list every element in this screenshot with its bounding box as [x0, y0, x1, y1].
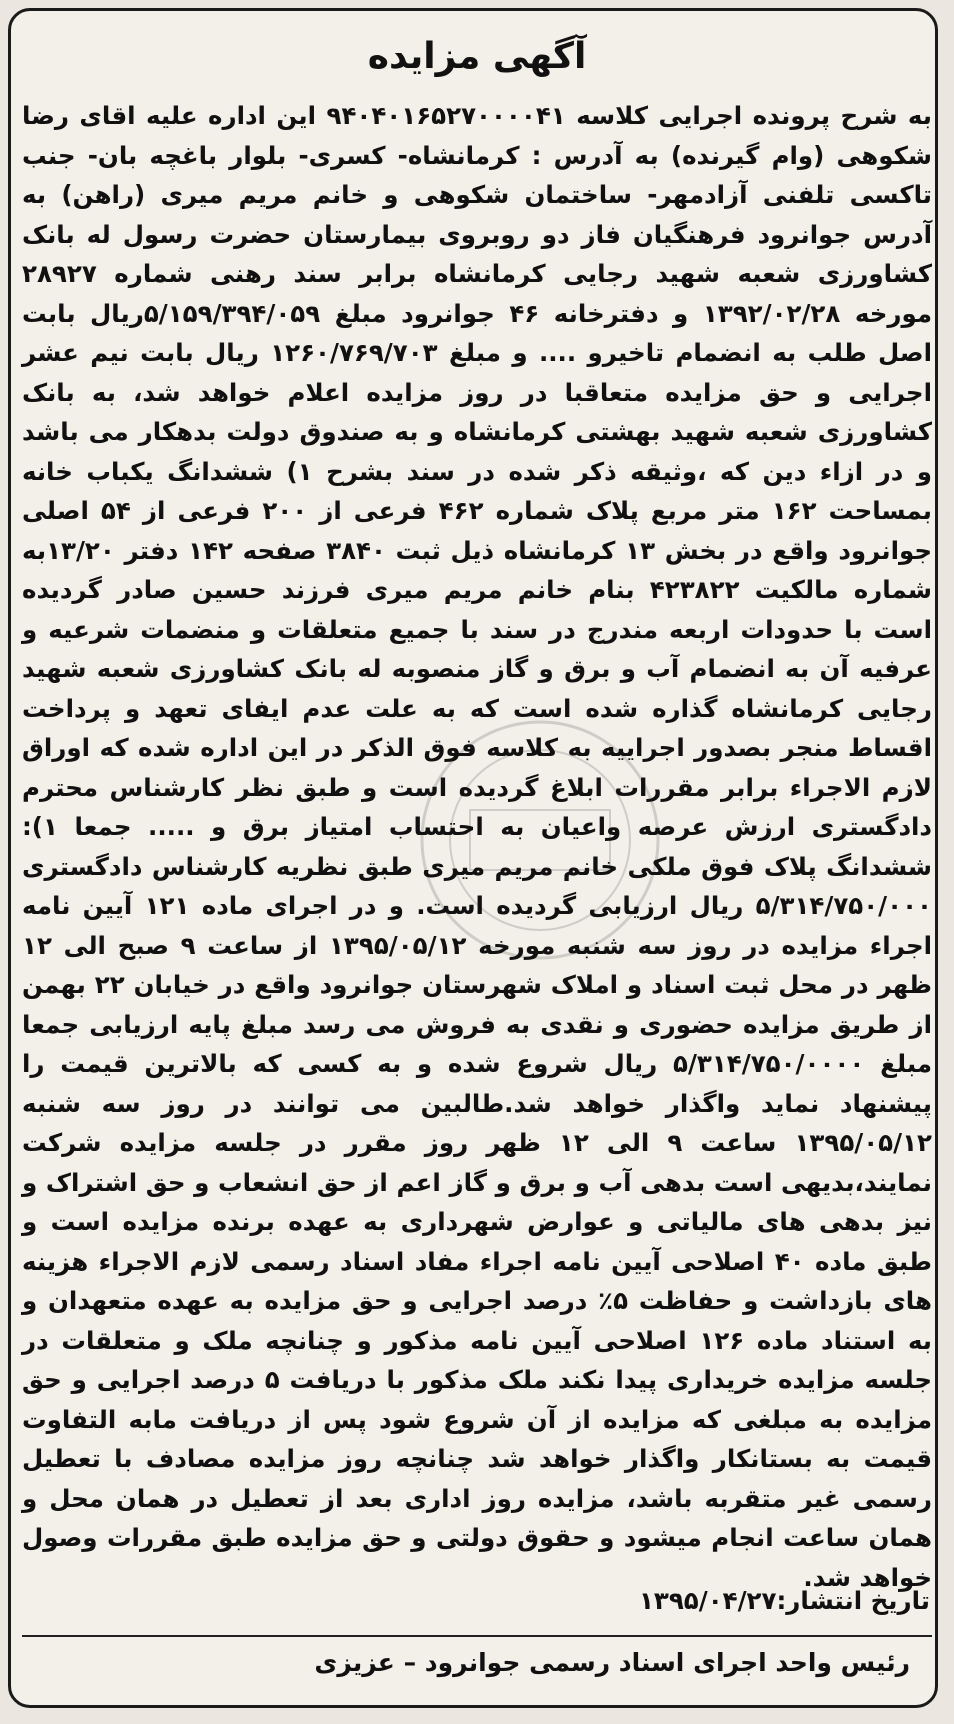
notice-body: به شرح پرونده اجرایی کلاسه ۹۴۰۴۰۱۶۵۲۷۰۰۰۰۴۱ این اداره علیه اقای رضا شکوهی (وام گیرنده) به آدرس : کرمانشاه- کسری- بلوار باغچه بان- جنب تاکسی تلفنی آزادمهر- ساختمان شکوهی و خانم مریم میری (راهن) به آدرس جوانرود فرهنگیان فاز دو روبروی بیمارستان حضرت رسول له بانک کشاورزی شعبه شهید رجایی کرمانشاه برابر سند رهنی شماره ۲۸۹۲۷ مورخه ۱۳۹۲/۰۲/۲۸ و دفترخانه ۴۶ جوانرود مبلغ ۵/۱۵۹/۳۹۴/۰۵۹ریال بابت اصل طلب به انضمام تاخیرو .... و مبلغ ۱۲۶۰/۷۶۹/۷۰۳ ریال بابت نیم عشر اجرایی و حق مزایده متعاقبا در روز مزایده اعلام خواهد شد، به بانک کشاورزی شعبه شهید بهشتی کرمانشاه و به صندوق دولت بدهکار می باشد و در ازاء دین که ،وثیقه ذکر شده در سند بشرح ۱) ششدانگ یکباب خانه بمساحت ۱۶۲ متر مربع پلاک شماره ۴۶۲ فرعی از ۲۰۰ فرعی از ۵۴ اصلی جوانرود واقع در بخش ۱۳ کرمانشاه ذیل ثبت ۳۸۴۰ صفحه ۱۴۲ دفتر ۱۳/۲۰به شماره مالکیت ۴۲۳۸۲۲ بنام خانم مریم میری فرزند حسین صادر گردیده است با حدودات اربعه مندرج در سند با جمیع متعلقات و منضمات شرعیه و عرفیه آن به انضمام آب و برق و گاز منصوبه له بانک کشاورزی شعبه شهید رجایی کرمانشاه گذاره شده است که به علت عدم ایفای تعهد و پرداخت اقساط منجر بصدور اجراییه به کلاسه فوق الذکر در این اداره شده که اوراق لازم الاجراء برابر مقررات ابلاغ گردیده است و طبق نظر کارشناس محترم دادگستری ارزش عرصه واعیان به احتساب امتیاز برق و ..... جمعا ۱): ششدانگ پلاک فوق ملکی خانم مریم میری طبق نظریه کارشناس دادگستری ۵/۳۱۴/۷۵۰/۰۰۰ ریال ارزیابی گردیده است. و در اجرای ماده ۱۲۱ آیین نامه اجراء مزایده در روز سه شنبه مورخه ۱۳۹۵/۰۵/۱۲ از ساعت ۹ صبح الی ۱۲ ظهر در محل ثبت اسناد و املاک شهرستان جوانرود واقع در خیابان ۲۲ بهمن از طریق مزایده حضوری و نقدی به فروش می رسد مبلغ پایه ارزیابی جمعا مبلغ ۵/۳۱۴/۷۵۰/۰۰۰۰ ریال شروع شده و به کسی که بالاترین قیمت را پیشنهاد نماید واگذار خواهد شد.طالبین می توانند در روز سه شنبه ۱۳۹۵/۰۵/۱۲ ساعت ۹ الی ۱۲ ظهر روز مقرر در جلسه مزایده شرکت نمایند،بدیهی است بدهی آب و برق و گاز اعم از حق انشعاب و حق اشتراک و نیز بدهی های مالیاتی و عوارض شهرداری به عهده برنده مزایده است و طبق ماده ۴۰ اصلاحی آیین نامه اجراء مفاد اسناد رسمی لازم الاجراء هزینه های بازداشت و حفاظت ۵٪ درصد اجرایی و حق مزایده به عهده متعهدان و به استناد ماده ۱۲۶ اصلاحی آیین نامه مذکور و چنانچه ملک و متعلقات در جلسه مزایده خریداری پیدا نکند ملک مذکور با دریافت ۵ درصد اجرایی و حق مزایده به مبلغی که مزایده از آن شروع شود پس از دریافت مابه التفاوت قیمت به بستانکار واگذار خواهد شد چنانچه روز مزایده مصادف با تعطیل رسمی غیر متقربه باشد، مزایده روز اداری بعد از تعطیل در همان محل و همان ساعت انجام میشود و حقوق دولتی و حق مزایده طبق مقررات وصول خواهد شد. — [22, 101, 933, 1592]
publication-date: تاریخ انتشار:۱۳۹۵/۰۴/۲۷ — [638, 1586, 930, 1615]
signature: رئیس واحد اجرای اسناد رسمی جوانرود – عزیزی — [314, 1648, 910, 1677]
divider — [22, 1635, 932, 1637]
notice-title: آگهی مزایده — [367, 36, 587, 77]
